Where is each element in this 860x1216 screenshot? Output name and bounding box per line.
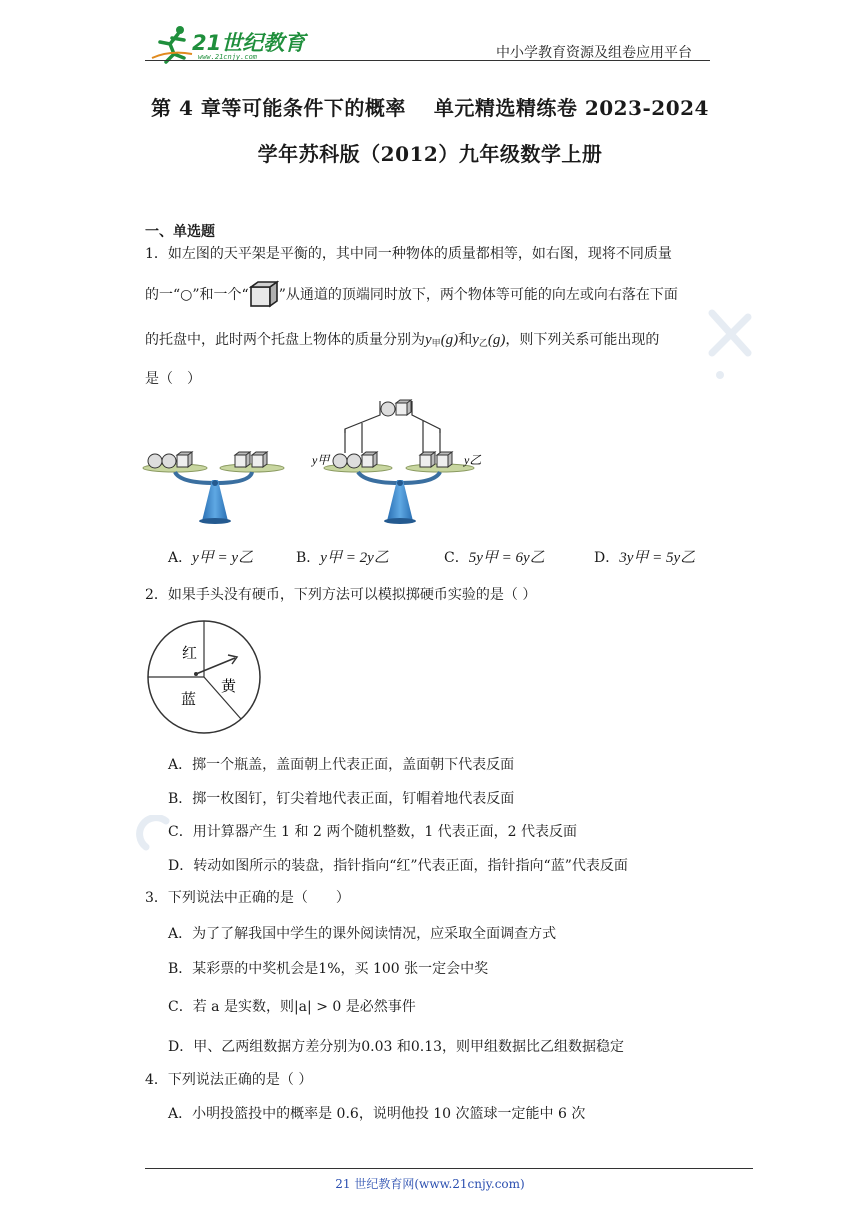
q1-option-a[interactable]: A．y甲 = y乙 [168, 550, 254, 566]
q2-option-a[interactable]: A．掷一个瓶盖，盖面朝上代表正面，盖面朝下代表反面 [168, 757, 515, 773]
q1-balance-figure [140, 395, 580, 530]
spinner-label-blue: 蓝 [181, 690, 197, 708]
q4-stem: 4．下列说法正确的是（ ） [145, 1072, 313, 1088]
logo-text: 21世纪教育 [192, 31, 306, 55]
q3-option-a[interactable]: A．为了了解我国中学生的课外阅读情况，应采取全面调查方式 [168, 926, 557, 942]
label-y-yi: y乙 [464, 453, 482, 467]
q2-option-c[interactable]: C．用计算器产生 1 和 2 两个随机整数，1 代表正面，2 代表反面 [168, 824, 578, 840]
watermark-arc [136, 815, 176, 855]
header-divider [145, 60, 710, 61]
spinner-label-red: 红 [182, 644, 198, 662]
q1-option-c[interactable]: C．5y甲 = 6y乙 [444, 550, 545, 566]
q1-option-d[interactable]: D．3y甲 = 5y乙 [594, 550, 696, 566]
spinner-figure [145, 618, 265, 736]
q1-stem-line4: 是（ ） [145, 371, 201, 387]
label-y-jia: y甲 [312, 453, 330, 467]
q1-stem-line2: 的一“○”和一个“ ”从通道的顶端同时放下，两个物体等可能的向左或向右落在下面 [145, 280, 678, 310]
spinner-label-yellow: 黄 [221, 677, 237, 695]
page-title-line2: 学年苏科版（2012）九年级数学上册 [257, 142, 603, 166]
site-logo [150, 24, 315, 64]
footer-text[interactable]: 21 世纪教育网(www.21cnjy.com) [335, 1177, 525, 1191]
footer-divider [145, 1168, 753, 1169]
right-balance [311, 400, 481, 524]
logo-url: www.21cnjy.com [198, 53, 258, 61]
q3-option-d[interactable]: D．甲、乙两组数据方差分别为0.03 和0.13，则甲组数据比乙组数据稳定 [168, 1039, 625, 1055]
runner-logo-icon [150, 24, 194, 64]
q1-stem-line1: 1．如左图的天平架是平衡的，其中同一种物体的质量都相等，如右图，现将不同质量 [145, 246, 672, 262]
q4-option-a[interactable]: A．小明投篮投中的概率是 0.6，说明他投 10 次篮球一定能中 6 次 [168, 1106, 586, 1122]
left-balance [143, 452, 284, 524]
platform-name: 中小学教育资源及组卷应用平台 [496, 45, 692, 61]
q3-option-c[interactable]: C．若 a 是实数，则|a| > 0 是必然事件 [168, 999, 416, 1015]
q3-stem: 3．下列说法中正确的是（ ） [145, 890, 350, 906]
cube-icon [249, 280, 279, 310]
watermark-mark [700, 305, 760, 385]
q2-option-d[interactable]: D．转动如图所示的装盘，指针指向“红”代表正面，指针指向“蓝”代表反面 [168, 858, 628, 874]
section-heading: 一、单选题 [145, 224, 215, 240]
q3-option-b[interactable]: B．某彩票的中奖机会是1%，买 100 张一定会中奖 [168, 961, 489, 977]
q2-option-b[interactable]: B．掷一枚图钉，钉尖着地代表正面，钉帽着地代表反面 [168, 791, 515, 807]
q1-stem-line3: 的托盘中，此时两个托盘上物体的质量分别为$y_甲(g)$和$y_乙(g)$，则下列关系可能出现的 [145, 332, 660, 348]
q1-option-b[interactable]: B．y甲 = 2y乙 [296, 550, 389, 566]
q2-stem: 2．如果手头没有硬币，下列方法可以模拟掷硬币实验的是（ ） [145, 587, 537, 603]
page-title-line1: 第 4 章等可能条件下的概率 单元精选精练卷 2023-2024 [151, 96, 709, 120]
